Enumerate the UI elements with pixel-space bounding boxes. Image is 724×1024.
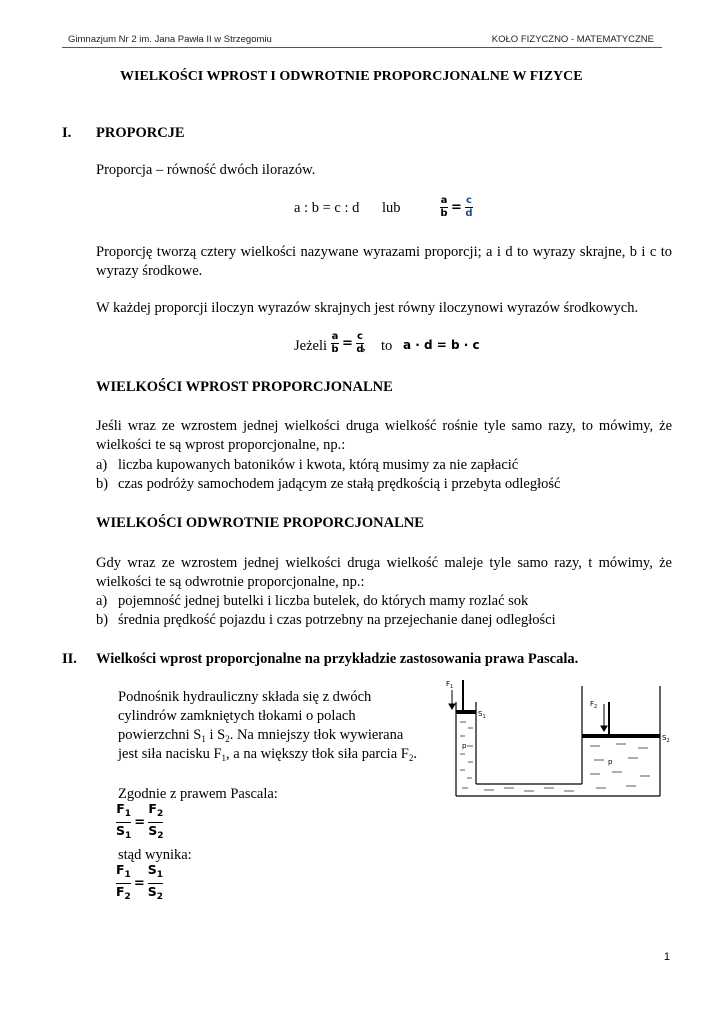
diagram-label-f1: $F_1$ <box>446 680 454 690</box>
diagram-label-p-large: p <box>608 758 613 766</box>
liquid <box>460 722 650 791</box>
proportion-terms-line-2: wyrazy środkowe. <box>96 263 203 279</box>
section-1-number: I. <box>62 125 72 141</box>
pascal-line-4: jest siła nacisku $F_1$, a na większy tłok siła parcia $F_2$. <box>118 746 417 763</box>
direct-item-a: liczba kupowanych batoników i kwota, którą musimy za nie zapłacić <box>118 457 519 473</box>
comma: , <box>362 338 366 354</box>
fraction-c-d: $\frac{c}{d}$ <box>465 195 473 219</box>
fraction-a-b: $\frac{a}{b}$ <box>440 195 448 219</box>
inverse-item-a: pojemność jednej butelki i liczba butelek, do których mamy rozlać sok <box>118 593 529 609</box>
section-2-number: II. <box>62 651 77 667</box>
header-divider <box>62 47 662 48</box>
equals-sign: = <box>342 336 353 351</box>
pascal-line-2: cylindrów zamkniętych tłokami o polach <box>118 708 356 724</box>
equals-sign: = <box>451 200 462 215</box>
diagram-label-s2: $S_2$ <box>662 734 670 744</box>
or-label: lub <box>382 200 401 216</box>
inverse-item-b: średnia prędkość pojazdu i czas potrzebny na przejechanie danej odległości <box>118 612 556 628</box>
proportion-definition: Proporcja – równość dwóch ilorazów. <box>96 162 316 178</box>
diagram-label-s1: $S_1$ <box>478 710 486 720</box>
fraction-c-d: $\frac{c}{d}$ <box>356 331 364 355</box>
inverse-line-1: Gdy wraz ze wzrostem jednej wielkości druga wielkość maleje tyle samo razy, t mówimy, że <box>96 555 672 571</box>
pascal-line-3: powierzchni $S_1$ i $S_2$. Na mniejszy tłok wywierana <box>118 727 404 744</box>
diagram-label-f2: $F_2$ <box>590 700 598 710</box>
direct-line-1: Jeśli wraz ze wzrostem jednej wielkości druga wielkość rośnie tyle samo razy, to mówimy, że <box>96 418 672 434</box>
proportion-formula: a : b = c : d <box>294 200 360 216</box>
direct-item-b-marker: b) <box>96 476 109 492</box>
large-piston-rod <box>608 702 610 734</box>
diagram-label-p-small: p <box>462 742 467 750</box>
header-right: KOŁO FIZYCZNO - MATEMATYCZNE <box>491 34 654 45</box>
proportion-fraction-formula <box>440 196 473 219</box>
pascal-formula-1: $\frac{F_1}{S_1}$ = $\frac{F_2}{S_2}$ <box>116 801 164 841</box>
then-label: to <box>381 338 393 354</box>
direct-line-2: wielkości te są wprost proporcjonalne, np.: <box>96 437 346 453</box>
header-left: Gimnazjum Nr 2 im. Jana Pawła II w Strzegomiu <box>68 34 272 45</box>
inverse-line-2: wielkości te są odwrotnie proporcjonalne, np.: <box>96 574 365 590</box>
inverse-heading: WIELKOŚCI ODWROTNIE PROPORCJONALNE <box>96 515 424 531</box>
if-label: Jeżeli <box>294 338 328 354</box>
inverse-item-b-marker: b) <box>96 612 109 628</box>
page-title: WIELKOŚCI WPROST I ODWROTNIE PROPORCJONALNE W FIZYCE <box>120 69 583 84</box>
if-fraction-formula <box>331 332 364 355</box>
large-piston <box>582 734 660 738</box>
direct-heading: WIELKOŚCI WPROST PROPORCJONALNE <box>96 379 393 395</box>
product-formula: a · d = b · c <box>403 338 480 352</box>
fraction-a-b: $\frac{a}{b}$ <box>331 331 339 355</box>
proportion-property: W każdej proporcji iloczyn wyrazów skrajnych jest równy iloczynowi wyrazów środkowych. <box>96 300 639 316</box>
inverse-item-a-marker: a) <box>96 593 108 609</box>
proportion-terms-line-1: Proporcję tworzą cztery wielkości nazywane wyrazami proporcji; a i d to wyrazy skrajne, b i c to <box>96 244 672 260</box>
small-piston <box>456 710 476 714</box>
section-2-heading: Wielkości wprost proporcjonalne na przykładzie zastosowania prawa Pascala. <box>96 651 579 667</box>
hence-label: stąd wynika: <box>118 847 192 863</box>
pascal-law-label: Zgodnie z prawem Pascala: <box>118 786 278 802</box>
hydraulic-lift-diagram <box>440 676 670 802</box>
pascal-line-1: Podnośnik hydrauliczny składa się z dwóch <box>118 689 372 705</box>
pascal-formula-2: $\frac{F_1}{F_2}$ = $\frac{S_1}{S_2}$ <box>116 862 163 902</box>
direct-item-a-marker: a) <box>96 457 108 473</box>
small-piston-rod <box>462 680 464 710</box>
direct-item-b: czas podróży samochodem jadącym ze stałą prędkością i przebyta odległość <box>118 476 561 492</box>
page-number: 1 <box>663 951 670 963</box>
section-1-heading: PROPORCJE <box>96 125 185 141</box>
